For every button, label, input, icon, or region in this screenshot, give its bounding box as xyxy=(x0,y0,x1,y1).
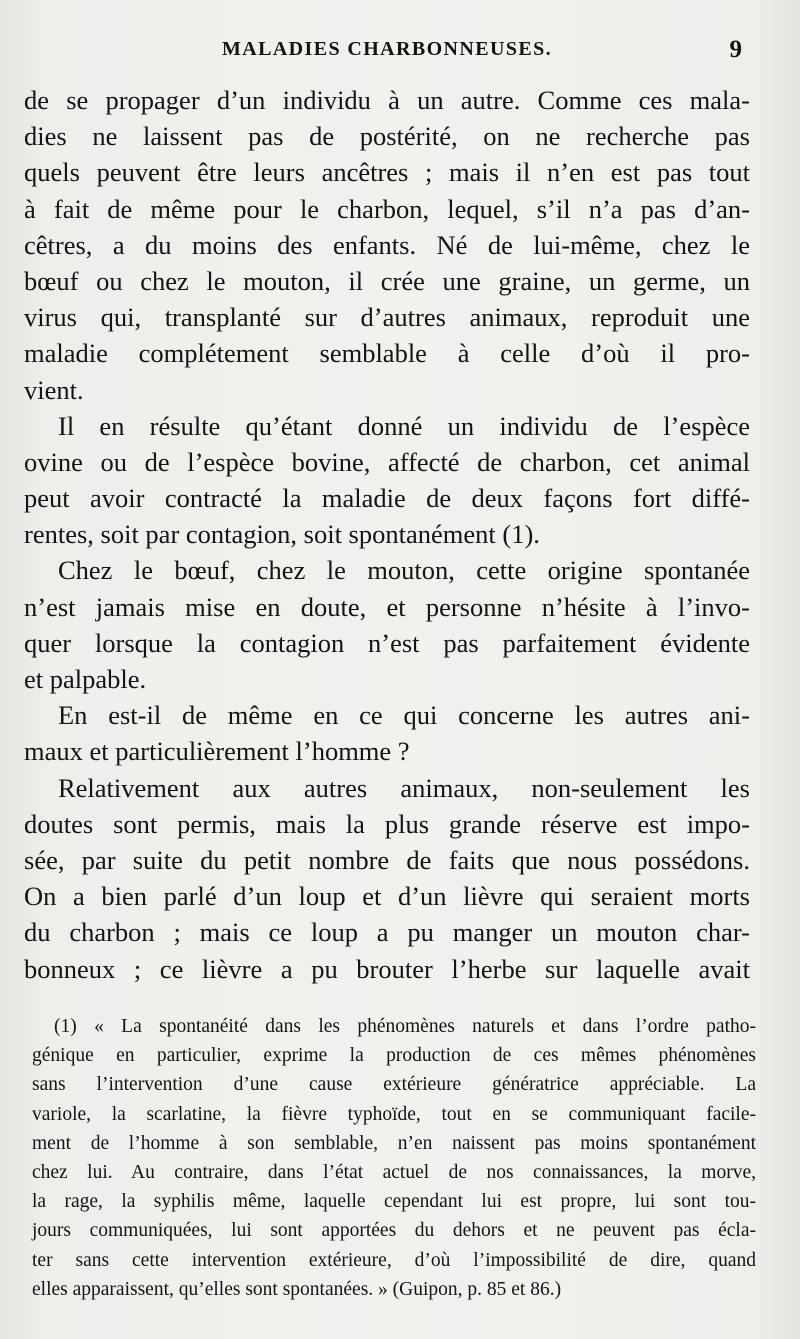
footnote-line: chez lui. Au contraire, dans l’état actuel de nos connaissances, la morve, xyxy=(32,1161,756,1183)
footnote xyxy=(32,1012,756,1304)
text-line: cêtres, a du moins des enfants. Né de lui-même, chez le xyxy=(24,229,750,260)
text-line: On a bien parlé d’un loup et d’un lièvre qui seraient morts xyxy=(24,881,750,912)
text-line: maladie complétement semblable à celle d’où il pro- xyxy=(24,338,750,369)
text-line: bœuf ou chez le mouton, il crée une graine, un germe, un xyxy=(24,265,750,296)
text-line: maux et particulièrement l’homme ? xyxy=(24,736,410,767)
text-line: Relativement aux autres animaux, non-seulement les xyxy=(58,772,750,803)
text-line: Il en résulte qu’étant donné un individu de l’espèce xyxy=(58,410,750,441)
text-line: ovine ou de l’espèce bovine, affecté de charbon, cet animal xyxy=(24,446,750,477)
footnote-line: variole, la scarlatine, la fièvre typhoïde, tout en se communiquant facile- xyxy=(32,1103,756,1125)
text-line: vient. xyxy=(24,374,84,405)
text-line: peut avoir contracté la maladie de deux façons fort diffé- xyxy=(24,483,750,514)
footnote-line: elles apparaissent, qu’elles sont spontanées. » (Guipon, p. 85 et 86.) xyxy=(32,1278,562,1300)
footnote-line: (1) « La spontanéité dans les phénomènes naturels et dans l’ordre patho- xyxy=(54,1016,756,1037)
footnote-line: sans l’intervention d’une cause extérieure génératrice appréciable. La xyxy=(32,1074,756,1096)
footnote-line: jours communiquées, lui sont apportées du dehors et ne peuvent pas écla- xyxy=(32,1220,756,1242)
text-line: de se propager d’un individu à un autre. Comme ces mala- xyxy=(24,85,750,115)
text-line: bonneux ; ce lièvre a pu brouter l’herbe sur laquelle avait xyxy=(24,953,750,984)
text-line: n’est jamais mise en doute, et personne n’hésite à l’invo- xyxy=(24,591,750,622)
footnote-line: la rage, la syphilis même, laquelle cependant lui est propre, lui sont tou- xyxy=(32,1191,756,1213)
text-line: du charbon ; mais ce loup a pu manger un mouton char- xyxy=(24,917,750,948)
text-line: sée, par suite du petit nombre de faits que nous possédons. xyxy=(24,844,750,875)
text-line: quer lorsque la contagion n’est pas parfaitement évidente xyxy=(24,627,750,658)
page-number: 9 xyxy=(729,36,742,63)
running-head: MALADIES CHARBONNEUSES. xyxy=(221,38,553,60)
footnote-line: ment de l’homme à son semblable, n’en naissent pas moins spontanément xyxy=(32,1132,756,1154)
text-line: et palpable. xyxy=(24,664,147,694)
body-text xyxy=(24,82,750,987)
text-line: à fait de même pour le charbon, lequel, s’il n’a pas d’an- xyxy=(24,193,750,224)
text-line: quels peuvent être leurs ancêtres ; mais il n’en est pas tout xyxy=(24,157,750,188)
footnote-line: ter sans cette intervention extérieure, d’où l’impossibilité de dire, quand xyxy=(32,1249,756,1271)
text-line: dies ne laissent pas de postérité, on ne recherche pas xyxy=(24,121,750,152)
text-line: doutes sont permis, mais la plus grande réserve est impo- xyxy=(24,808,750,839)
page-header xyxy=(24,36,750,68)
text-line: En est-il de même en ce qui concerne les autres ani- xyxy=(58,700,750,731)
text-line: Chez le bœuf, chez le mouton, cette origine spontanée xyxy=(58,555,750,586)
footnote-line: génique en particulier, exprime la production de ces mêmes phénomènes xyxy=(32,1045,756,1067)
text-line: rentes, soit par contagion, soit spontanément (1). xyxy=(24,519,540,550)
text-line: virus qui, transplanté sur d’autres animaux, reproduit une xyxy=(24,302,750,333)
